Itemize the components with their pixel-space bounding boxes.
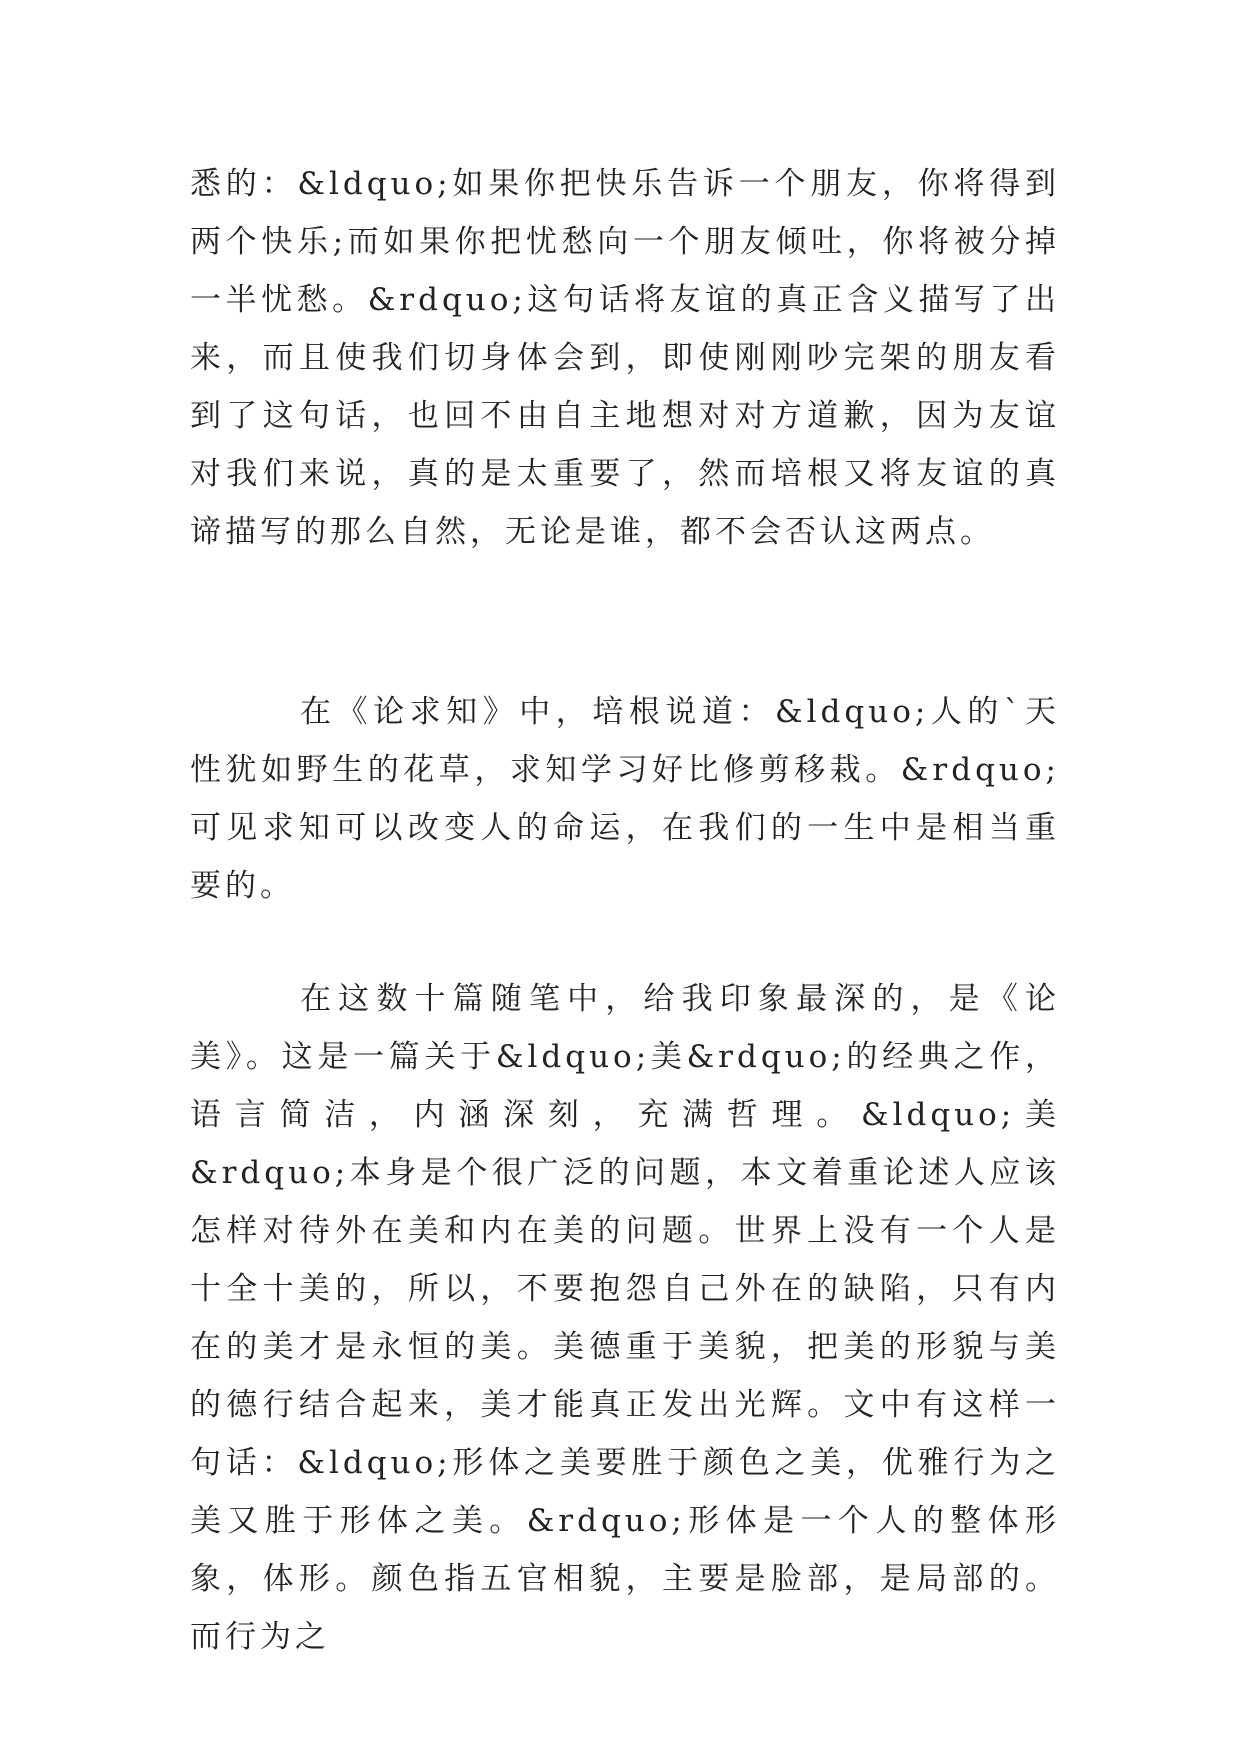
- paragraph-on-beauty: 在这数十篇随笔中，给我印象最深的，是《论美》。这是一篇关于&ldquo;美&rdquo;的经典之作，语言简洁，内涵深刻，充满哲理。&ldquo;美&rdquo;本身是个很广泛的问题，本文着重论述人应该怎样对待外在美和内在美的问题。世界上没有一个人是十全十美的，所以，不要抱怨自己外在的缺陷，只有内在的美才是永恒的美。美德重于美貌，把美的形貌与美的德行结合起来，美才能真正发出光辉。文中有这样一句话：&ldquo;形体之美要胜于颜色之美，优雅行为之美又胜于形体之美。&rdquo;形体是一个人的整体形象，体形。颜色指五官相貌，主要是脸部，是局部的。而行为之: [190, 981, 1060, 1655]
- paragraph-on-studies: 在《论求知》中，培根说道：&ldquo;人的`天性犹如野生的花草，求知学习好比修剪移栽。&rdquo;可见求知可以改变人的命运，在我们的一生中是相当重要的。: [190, 694, 1060, 904]
- paragraph-friendship: 悉的：&ldquo;如果你把快乐告诉一个朋友，你将得到两个快乐;而如果你把忧愁向一个朋友倾吐，你将被分掉一半忧愁。&rdquo;这句话将友谊的真正含义描写了出来，而且使我们切身体会到，即使刚刚吵完架的朋友看到了这句话，也回不由自主地想对对方道歉，因为友谊对我们来说，真的是太重要了，然而培根又将友谊的真谛描写的那么自然，无论是谁，都不会否认这两点。: [190, 166, 1060, 550]
